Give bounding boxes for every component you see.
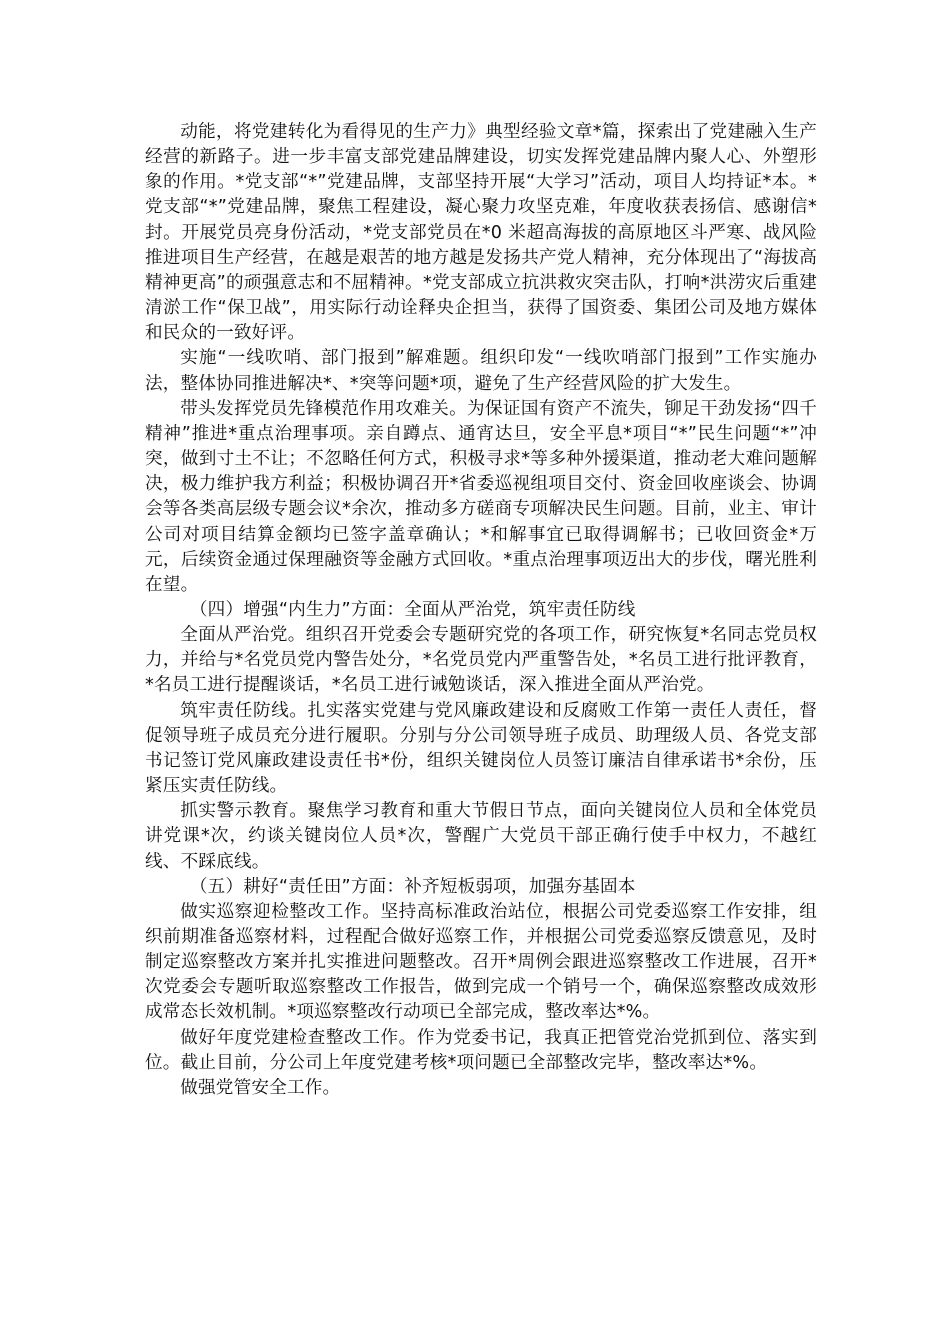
paragraph-warning-education: 抓实警示教育。聚焦学习教育和重大节假日节点，面向关键岗位人员和全体党员讲党课*次，约谈关键岗位人员*次，警醒广大党员干部正确行使手中权力，不越红线、不踩底线。 — [145, 801, 817, 872]
section-heading-4: （四）增强“内生力”方面：全面从严治党，筑牢责任防线 — [189, 599, 636, 620]
paragraph-party-building-brand: 动能，将党建转化为看得见的生产力》典型经验文章*篇，探索出了党建融入生产经营的新路子。进一步丰富支部党建品牌建设，切实发挥党建品牌内聚人心、外塑形象的作用。*党支部“*”党建品牌，支部坚持开展“大学习”活动，项目人均持证*本。*党支部“*”党建品牌，聚焦工程建设，凝心聚力攻坚克难，年度收获表扬信、感谢信*封。开展党员亮身份活动，*党支部党员在*0 米超高海拔的高原地区斗严寒、战风险推进项目生产经营，在越是艰苦的地方越是发扬共产党人精神，充分体现出了“海拔高精神更高”的顽强意志和不屈精神。*党支部成立抗洪救灾突击队，打响*洪涝灾后重建清淤工作“保卫战”，用实际行动诠释央企担当，获得了国资委、集团公司及地方媒体和民众的一致好评。 — [145, 122, 817, 344]
paragraph-whistle-report: 实施“一线吹哨、部门报到”解难题。组织印发“一线吹哨部门报到”工作实施办法，整体协同推进解决*、*突等问题*项，避免了生产经营风险的扩大发生。 — [145, 348, 817, 394]
paragraph-annual-inspection: 做好年度党建检查整改工作。作为党委书记，我真正把管党治党抓到位、落实到位。截止目前，分公司上年度党建考核*项问题已全部整改完毕，整改率达*%。 — [145, 1027, 817, 1073]
paragraph-safety-work: 做强党管安全工作。 — [180, 1077, 341, 1098]
section-heading-5: （五）耕好“责任田”方面：补齐短板弱项，加强夯基固本 — [189, 876, 636, 897]
paragraph-vanguard-role: 带头发挥党员先锋模范作用攻难关。为保证国有资产不流失，铆足干劲发扬“四千精神”推进*重点治理事项。亲自蹲点、通宵达旦，安全平息*项目“*”民生问题“*”冲突，做到寸土不让；不忽略任何方式，积极寻求*等多种外援渠道，推动老大难问题解决，极力维护我方利益；积极协调召开*省委巡视组项目交付、资金回收座谈会、协调会等各类高层级专题会议*余次，推动多方磋商专项解决民生问题。目前，业主、审计公司对项目结算金额均已签字盖章确认；*和解事宜已取得调解书；已收回资金*万元，后续资金通过保理融资等金融方式回收。*重点治理事项迈出大的步伐，曙光胜利在望。 — [145, 398, 817, 595]
paragraph-inspection-rectification: 做实巡察迎检整改工作。坚持高标准政治站位，根据公司党委巡察工作安排，组织前期准备巡察材料，过程配合做好巡察工作，并根据公司党委巡察反馈意见，及时制定巡察整改方案并扎实推进问题整改。召开*周例会跟进巡察整改工作进展，召开*次党委会专题听取巡察整改工作报告，做到完成一个销号一个，确保巡察整改成效形成常态长效机制。*项巡察整改行动项已全部完成，整改率达*%。 — [145, 901, 817, 1023]
paragraph-strict-governance: 全面从严治党。组织召开党委会专题研究党的各项工作，研究恢复*名同志党员权力，并给与*名党员党内警告处分，*名党员党内严重警告处，*名员工进行批评教育，*名员工进行提醒谈话，*名员工进行诫勉谈话，深入推进全面从严治党。 — [145, 625, 817, 696]
paragraph-responsibility-line: 筑牢责任防线。扎实落实党建与党风廉政建设和反腐败工作第一责任人责任，督促领导班子成员充分进行履职。分别与分公司领导班子成员、助理级人员、各党支部书记签订党风廉政建设责任书*份，组织关键岗位人员签订廉洁自律承诺书*余份，压紧压实责任防线。 — [145, 700, 817, 797]
document-body — [145, 120, 817, 1101]
